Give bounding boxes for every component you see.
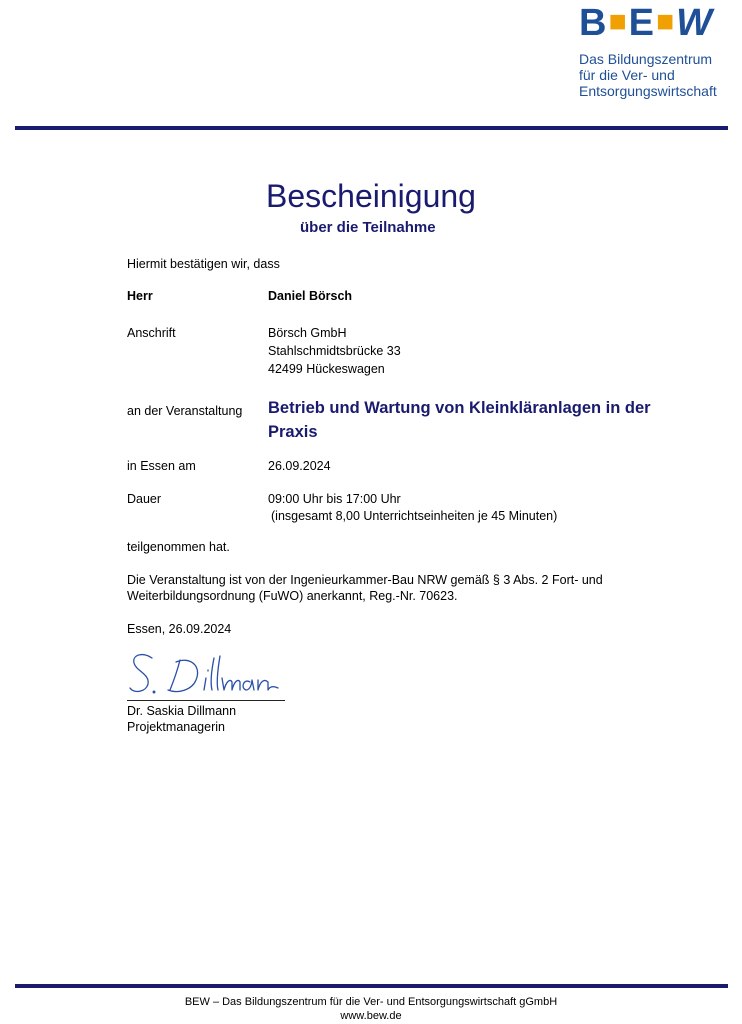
logo-tagline [579,51,717,99]
logo-tagline-line: für die Ver- und [579,67,675,83]
bew-logo [579,2,713,43]
signatory-name: Dr. Saskia Dillmann [127,704,237,718]
header-divider [15,126,728,130]
salutation-label: Herr [127,289,153,303]
duration-time: 09:00 Uhr bis 17:00 Uhr [268,492,401,506]
handwritten-signature [122,648,282,700]
page-subtitle: über die Teilnahme [300,219,436,236]
recognition-text: Weiterbildungsordnung (FuWO) anerkannt, Reg.-Nr. 70623. [127,589,458,603]
footer-divider [15,984,728,988]
logo-letter-b: B [579,2,608,44]
signatory-role: Projektmanagerin [127,720,225,734]
address-label: Anschrift [127,326,176,340]
address-line: 42499 Hückeswagen [268,362,385,376]
logo-dot: ■ [655,5,676,38]
signature-line [127,700,285,701]
address-line: Börsch GmbH [268,326,347,340]
date-label: in Essen am [127,459,196,473]
event-title: Betrieb und Wartung von Kleinkläranlagen in der Praxis [268,399,651,441]
participant-name: Daniel Börsch [268,289,353,303]
logo-letter-e: E [628,2,655,44]
logo-tagline-line: Entsorgungswirtschaft [579,83,717,99]
logo-dot: ■ [608,5,628,38]
duration-label: Dauer [127,492,162,506]
address-line: Stahlschmidtsbrücke 33 [268,344,401,358]
event-date: 26.09.2024 [268,459,331,473]
footer-url[interactable]: www.bew.de [340,1010,402,1022]
closing-text: teilgenommen hat. [127,540,230,554]
logo-letter-w: W [676,2,713,44]
place-date: Essen, 26.09.2024 [127,622,232,636]
event-label: an der Veranstaltung [127,404,243,418]
footer-org: BEW – Das Bildungszentrum für die Ver- und Entsorgungswirtschaft gGmbH [184,996,558,1008]
duration-detail: (insgesamt 8,00 Unterrichtseinheiten je 45 Minuten) [271,509,558,523]
logo-tagline-line: Das Bildungszentrum [579,51,713,67]
page-title: Bescheinigung [266,178,476,214]
intro-text: Hiermit bestätigen wir, dass [127,257,280,271]
recognition-text: Die Veranstaltung ist von der Ingenieurkammer-Bau NRW gemäß § 3 Abs. 2 Fort- und [127,573,603,587]
